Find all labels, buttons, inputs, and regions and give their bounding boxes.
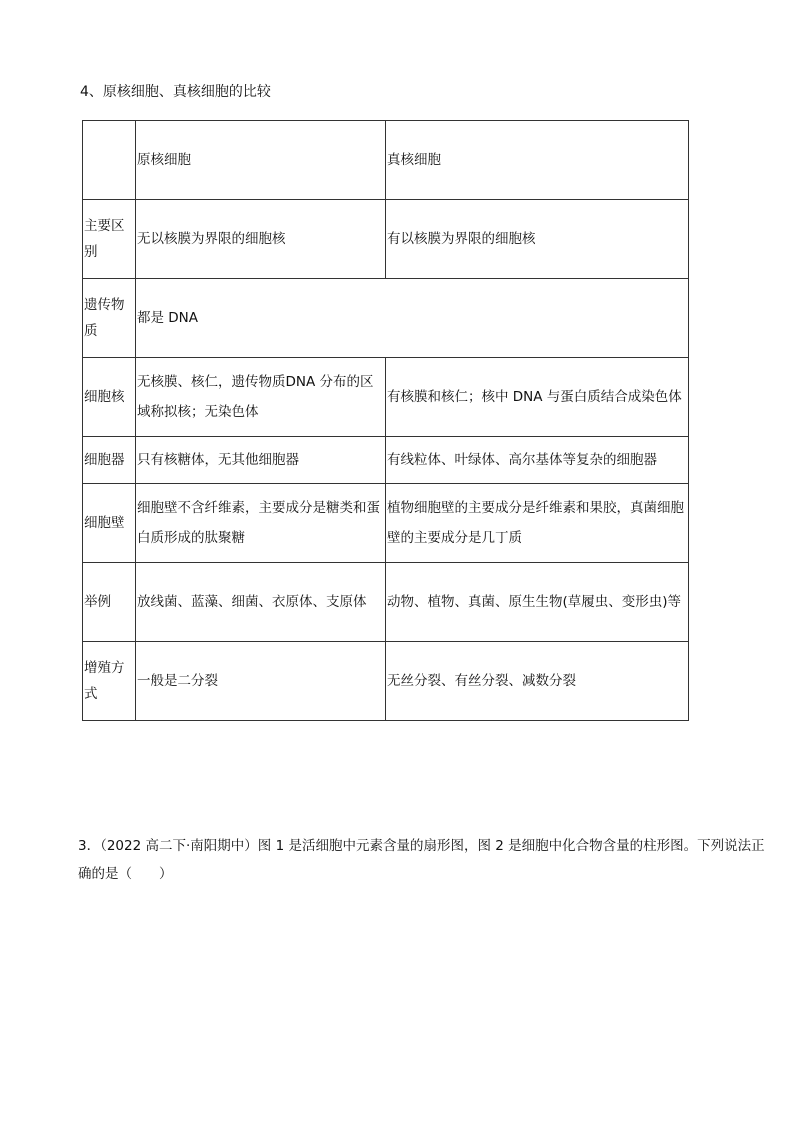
- header-cell-empty: [83, 121, 136, 200]
- eukaryote-cell: 有以核膜为界限的细胞核: [386, 200, 689, 279]
- header-cell-eukaryote: 真核细胞: [386, 121, 689, 200]
- table-header-row: [83, 121, 689, 200]
- table-row: [83, 200, 689, 279]
- prokaryote-cell: 细胞壁不含纤维素，主要成分是糖类和蛋白质形成的肽聚糖: [136, 484, 386, 563]
- header-cell-prokaryote: 原核细胞: [136, 121, 386, 200]
- eukaryote-cell: 有核膜和核仁；核中 DNA 与蛋白质结合成染色体: [386, 358, 689, 437]
- prokaryote-cell: 一般是二分裂: [136, 642, 386, 721]
- table-row: [83, 484, 689, 563]
- table-row: [83, 358, 689, 437]
- eukaryote-cell: 无丝分裂、有丝分裂、减数分裂: [386, 642, 689, 721]
- prokaryote-cell: 只有核糖体，无其他细胞器: [136, 437, 386, 484]
- table-row: [83, 437, 689, 484]
- prokaryote-cell: 放线菌、蓝藻、细菌、衣原体、支原体: [136, 563, 386, 642]
- prokaryote-cell: 无以核膜为界限的细胞核: [136, 200, 386, 279]
- question-text: 3．（2022 高二下·南阳期中）图 1 是活细胞中元素含量的扇形图，图 2 是细胞中化合物含量的柱形图。下列说法正确的是（ ）: [78, 838, 765, 882]
- row-label: 细胞核: [83, 358, 136, 437]
- merged-cell: 都是 DNA: [136, 279, 689, 358]
- prokaryote-cell: 无核膜、核仁，遗传物质DNA 分布的区域称拟核；无染色体: [136, 358, 386, 437]
- row-label: 增殖方式: [83, 642, 136, 721]
- row-label: 细胞器: [83, 437, 136, 484]
- section-title: 4、原核细胞、真核细胞的比较: [80, 84, 271, 100]
- row-label: 细胞壁: [83, 484, 136, 563]
- table-row: [83, 642, 689, 721]
- eukaryote-cell: 动物、植物、真菌、原生生物(草履虫、变形虫)等: [386, 563, 689, 642]
- table-row: [83, 279, 689, 358]
- row-label: 主要区别: [83, 200, 136, 279]
- row-label: 遗传物质: [83, 279, 136, 358]
- eukaryote-cell: 植物细胞壁的主要成分是纤维素和果胶，真菌细胞壁的主要成分是几丁质: [386, 484, 689, 563]
- row-label: 举例: [83, 563, 136, 642]
- eukaryote-cell: 有线粒体、叶绿体、高尔基体等复杂的细胞器: [386, 437, 689, 484]
- table-row: [83, 563, 689, 642]
- comparison-table: [82, 120, 689, 721]
